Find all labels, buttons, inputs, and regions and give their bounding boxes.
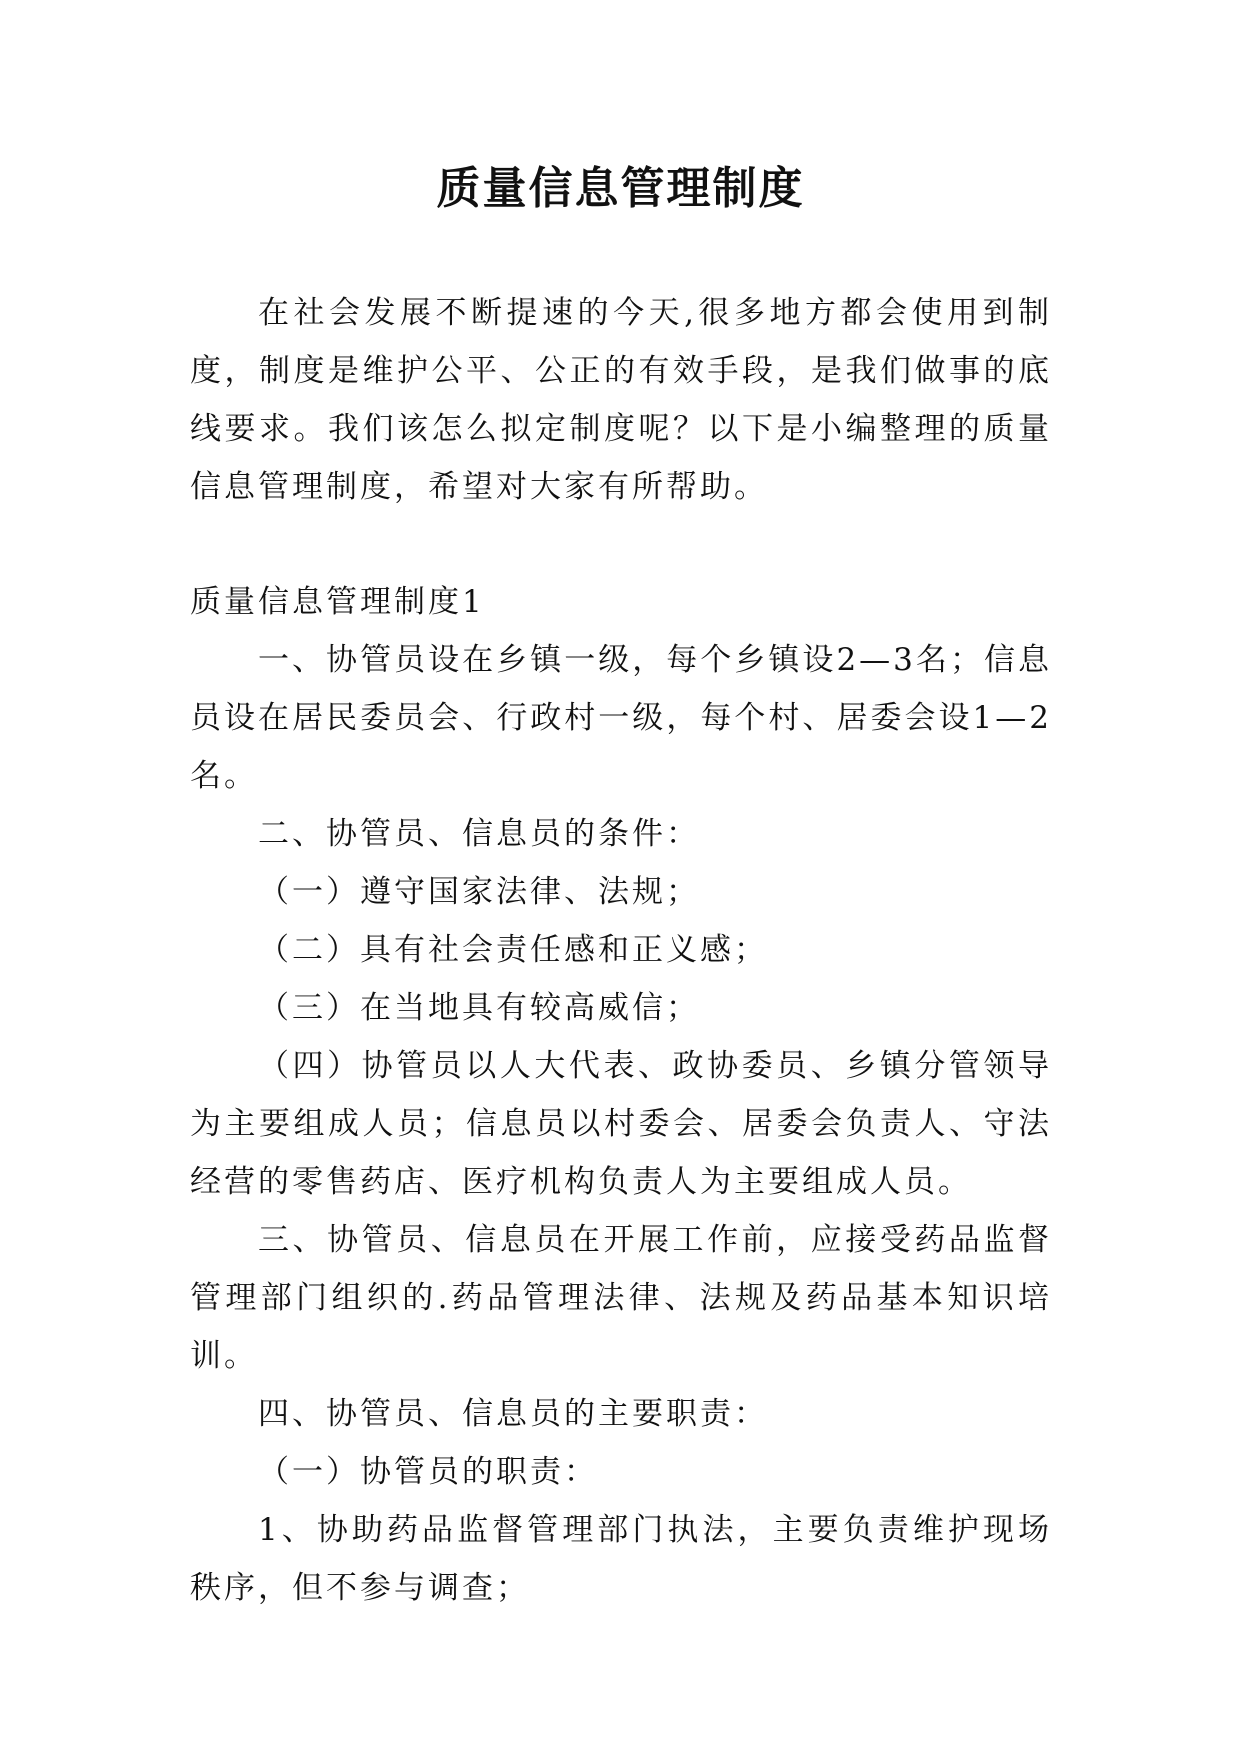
body-paragraph: 三、协管员、信息员在开展工作前，应接受药品监督管理部门组织的.药品管理法律、法规及药品基本知识培训。 — [190, 1222, 1052, 1374]
document-title: 质量信息管理制度 — [436, 163, 805, 214]
body-paragraph: （三）在当地具有较高威信； — [258, 990, 700, 1026]
document-body — [190, 284, 1052, 1617]
body-paragraph: （二）具有社会责任感和正义感； — [258, 932, 768, 968]
body-paragraph: （一）协管员的职责： — [258, 1454, 598, 1490]
body-paragraph: （一）遵守国家法律、法规； — [258, 874, 700, 910]
body-paragraph: 一、协管员设在乡镇一级，每个乡镇设2—3名；信息员设在居民委员会、行政村一级，每个村、居委会设1—2名。 — [190, 642, 1052, 794]
body-paragraph: 二、协管员、信息员的条件： — [258, 816, 700, 852]
body-paragraph: （四）协管员以人大代表、政协委员、乡镇分管领导为主要组成人员；信息员以村委会、居委会负责人、守法经营的零售药店、医疗机构负责人为主要组成人员。 — [190, 1048, 1052, 1200]
intro-paragraph: 在社会发展不断提速的今天,很多地方都会使用到制度，制度是维护公平、公正的有效手段，是我们做事的底线要求。我们该怎么拟定制度呢？以下是小编整理的质量信息管理制度，希望对大家有所帮助。 — [190, 295, 1052, 505]
body-paragraph: 四、协管员、信息员的主要职责： — [258, 1396, 768, 1432]
body-paragraph: 1、协助药品监督管理部门执法，主要负责维护现场秩序，但不参与调查； — [190, 1512, 1052, 1606]
section-heading: 质量信息管理制度1 — [190, 584, 485, 620]
paragraph-spacer — [190, 516, 1052, 573]
